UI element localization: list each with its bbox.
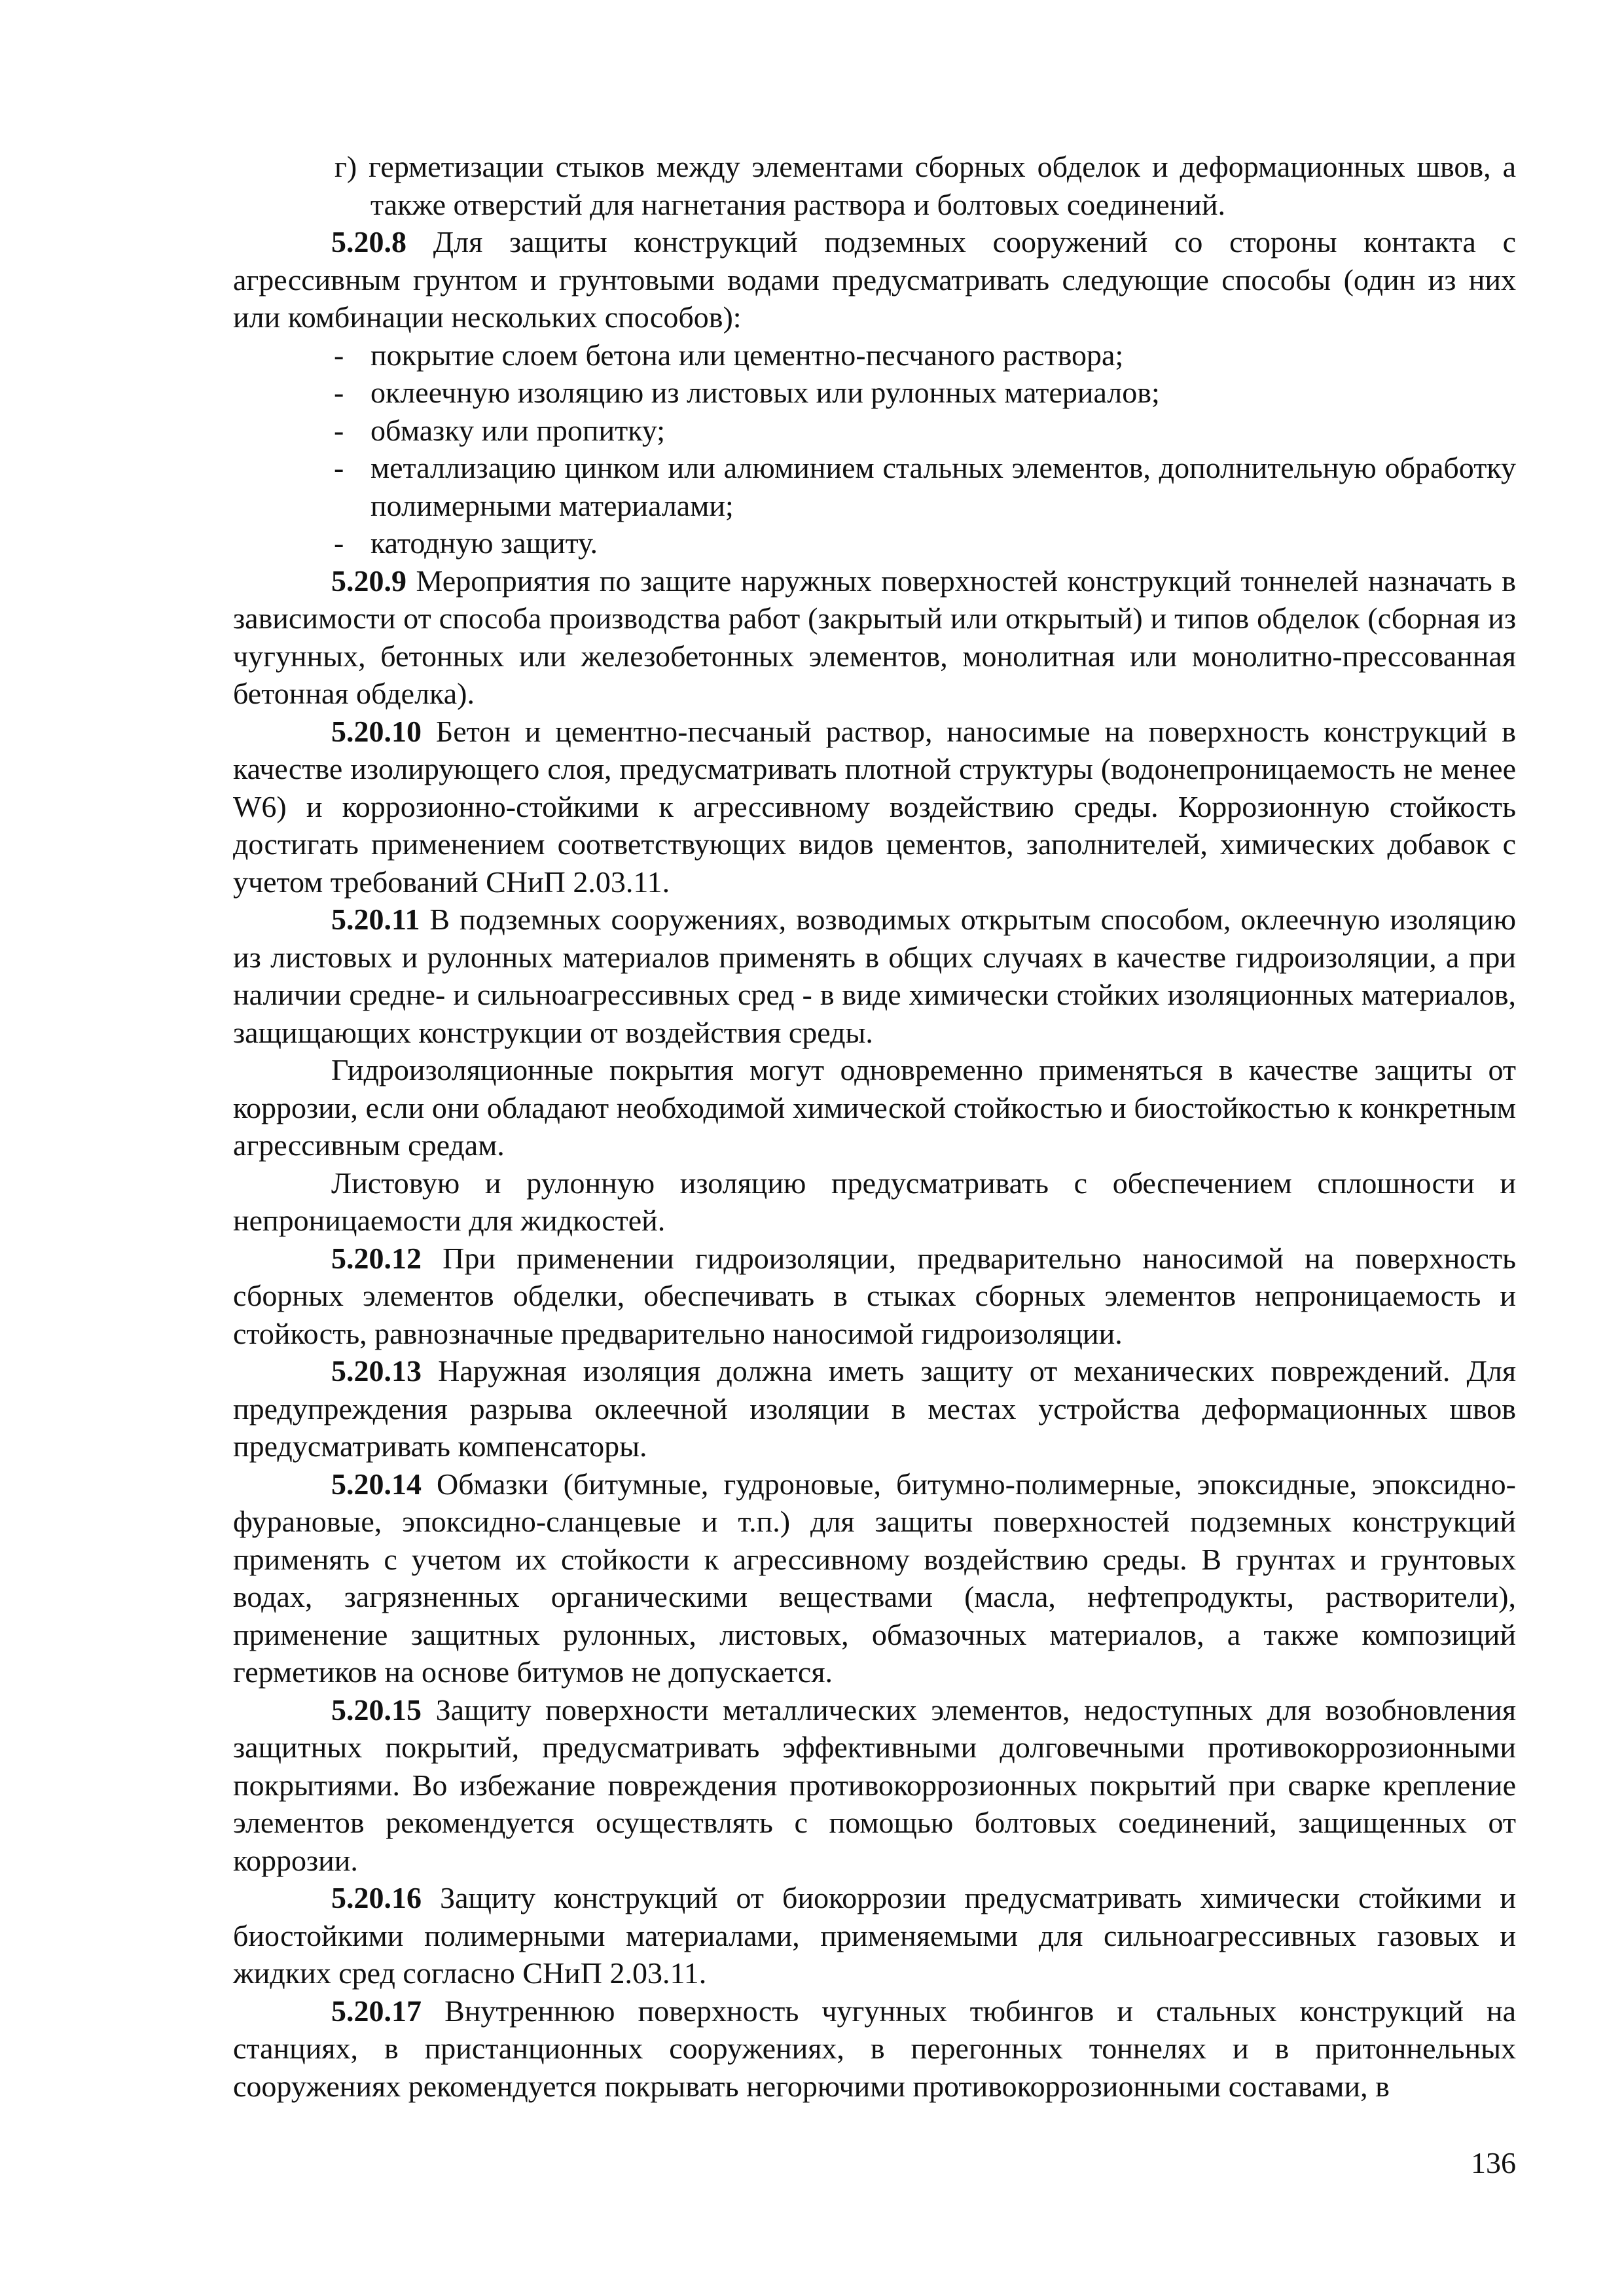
dash-list-item (233, 412, 1516, 450)
clause-text: Внутреннюю поверхность чугунных тюбингов и стальных конструкций на станциях, в пристанционных сооружениях, в перегонных тоннелях и в притоннельных сооружениях рекомендуется покрывать негорючими противокоррозионными составами, в (233, 1994, 1516, 2103)
list-item-text: обмазку или пропитку; (370, 413, 666, 447)
clause-text: При применении гидроизоляции, предварительно наносимой на поверхность сборных элементов обделки, обеспечивать в стыках сборных элементов непроницаемость и стойкость, равнозначные предварительно наносимой гидроизоляции. (233, 1241, 1516, 1350)
clause-text: Для защиты конструкций подземных сооружений со стороны контакта с агрессивным грунтом и грунтовыми водами предусматривать следующие способы (один из них или комбинации нескольких способов): (233, 225, 1516, 334)
dash-bullet: - (334, 413, 344, 447)
clause-text: Бетон и цементно-песчаный раствор, наносимые на поверхность конструкций в качестве изолирующего слоя, предусматривать плотной структуры (водонепроницаемость не менее W6) и коррозионно-стойкими к агрессивному воздействию среды. Коррозионную стойкость достигать применением соответствующих видов цементов, заполнителей, химических добавок с учетом требований СНиП 2.03.11. (233, 714, 1516, 899)
clause-number: 5.20.9 (331, 564, 406, 598)
clause-5-20-9 (233, 562, 1516, 713)
dash-bullet: - (334, 376, 344, 409)
clause-5-20-15 (233, 1691, 1516, 1880)
clause-5-20-11 (233, 901, 1516, 1051)
clause-5-20-16 (233, 1879, 1516, 1992)
clause-number: 5.20.14 (331, 1467, 422, 1501)
clause-text: В подземных сооружениях, возводимых открытым способом, оклеечную изоляцию из листовых и рулонных материалов применять в общих случаях в качестве гидроизоляции, а при наличии средне- и сильноагрессивных сред - в виде химически стойких изоляционных материалов, защищающих конструкции от воздействия среды. (233, 903, 1516, 1049)
clause-5-20-8 (233, 223, 1516, 336)
clause-number: 5.20.8 (331, 225, 406, 259)
clause-5-20-13 (233, 1352, 1516, 1465)
clause-number: 5.20.16 (331, 1881, 422, 1914)
clause-number: 5.20.11 (331, 903, 420, 936)
clause-5-20-12 (233, 1240, 1516, 1353)
clause-number: 5.20.12 (331, 1241, 422, 1275)
dash-list-item (233, 374, 1516, 412)
clause-text: Защиту конструкций от биокоррозии предусматривать химически стойкими и биостойкими полимерными материалами, применяемыми для сильноагрессивных газовых и жидких сред согласно СНиП 2.03.11. (233, 1881, 1516, 1990)
dash-list-item (233, 449, 1516, 524)
clause-number: 5.20.15 (331, 1693, 422, 1727)
list-item-text: металлизацию цинком или алюминием стальных элементов, дополнительную обработку полимерными материалами; (370, 451, 1516, 522)
dash-bullet: - (334, 526, 344, 560)
list-item-text: катодную защиту. (370, 526, 598, 560)
clause-number: 5.20.10 (331, 714, 422, 748)
document-page (233, 148, 1516, 2105)
list-item-g: г) герметизации стыков между элементами сборных обделок и деформационных швов, а также отверстий для нагнетания раствора и болтовых соединений. (334, 150, 1516, 221)
clause-5-20-14 (233, 1465, 1516, 1691)
list-item-text: оклеечную изоляцию из листовых или рулонных материалов; (370, 376, 1160, 409)
page-number: 136 (1471, 2146, 1516, 2179)
clause-5-20-17 (233, 1992, 1516, 2106)
clause-text: Мероприятия по защите наружных поверхностей конструкций тоннелей назначать в зависимости от способа производства работ (закрытый или открытый) и типов обделок (сборная из чугунных, бетонных или железобетонных элементов, монолитная или монолитно-прессованная бетонная обделка). (233, 564, 1516, 710)
clause-text: Наружная изоляция должна иметь защиту от механических повреждений. Для предупреждения разрыва оклеечной изоляции в местах устройства деформационных швов предусматривать компенсаторы. (233, 1354, 1516, 1463)
dash-list-item (233, 524, 1516, 562)
clause-5-20-11-para-2: Гидроизоляционные покрытия могут одновременно применяться в качестве защиты от коррозии, если они обладают необходимой химической стойкостью и биостойкостью к конкретным агрессивным средам. (233, 1053, 1516, 1162)
clause-text: Защиту поверхности металлических элементов, недоступных для возобновления защитных покрытий, предусматривать эффективными долговечными противокоррозионными покрытиями. Во избежание повреждения противокоррозионных покрытий при сварке крепление элементов рекомендуется осуществлять с помощью болтовых соединений, защищенных от коррозии. (233, 1693, 1516, 1877)
clause-number: 5.20.17 (331, 1994, 422, 2028)
list-item-text: покрытие слоем бетона или цементно-песчаного раствора; (370, 338, 1124, 372)
dash-list-item (233, 336, 1516, 374)
clause-number: 5.20.13 (331, 1354, 422, 1388)
clause-5-20-11-para-3: Листовую и рулонную изоляцию предусматривать с обеспечением сплошности и непроницаемости для жидкостей. (233, 1166, 1516, 1237)
dash-bullet: - (334, 338, 344, 372)
clause-5-20-10 (233, 713, 1516, 901)
clause-text: Обмазки (битумные, гудроновые, битумно-полимерные, эпоксидные, эпоксидно-фурановые, эпоксидно-сланцевые и т.п.) для защиты поверхностей подземных конструкций применять с учетом их стойкости к агрессивному воздействию среды. В грунтах и грунтовых водах, загрязненных органическими веществами (масла, нефтепродукты, растворители), применение защитных рулонных, листовых, обмазочных материалов, а также композиций герметиков на основе битумов не допускается. (233, 1467, 1516, 1689)
dash-bullet: - (334, 451, 344, 484)
